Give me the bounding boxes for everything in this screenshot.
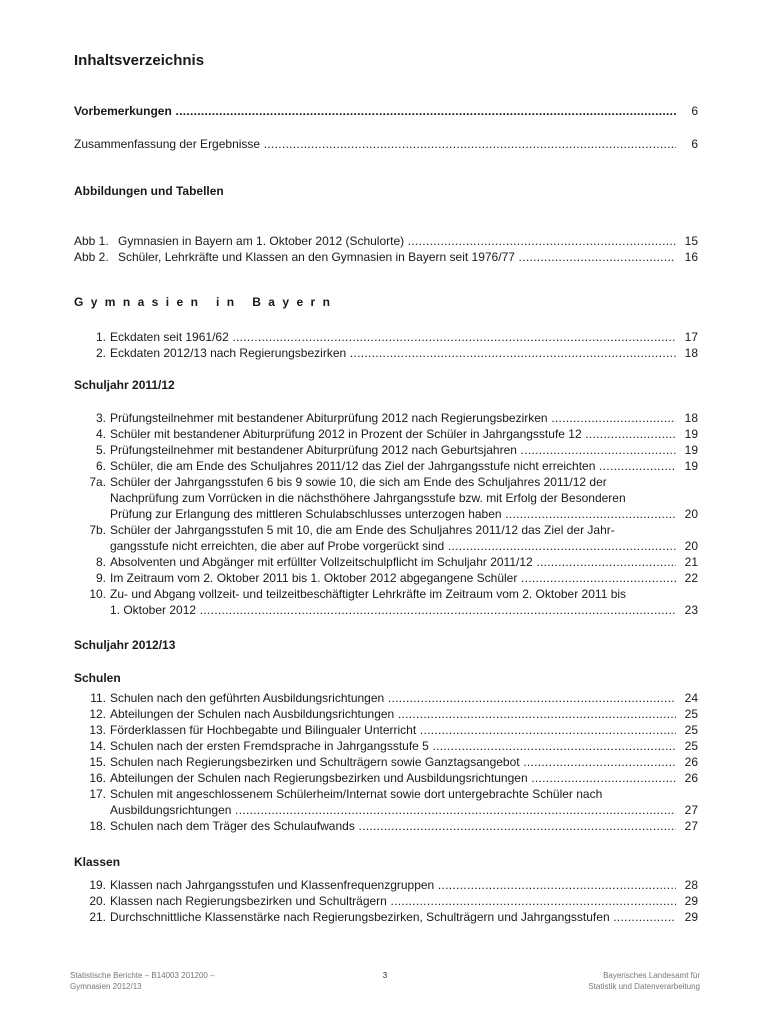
toc-entry-line [74,329,698,345]
toc-entry-line [74,474,698,490]
toc-entry-page: 29 [682,909,698,925]
toc-entry-page: 25 [682,706,698,722]
table-number: 1. [95,330,106,344]
toc-entry-label: Schüler der Jahrgangsstufen 6 bis 9 sowie 10, die sich am Ende des Schuljahres 2011/12 der [110,475,610,489]
toc-entry-label: Schulen mit angeschlossenem Schülerheim/Internat sowie dort untergebrachte Schüler nach [110,787,605,801]
toc-entry[interactable] [74,586,698,618]
toc-entry[interactable] [74,738,698,754]
toc-entry-label: Förderklassen für Hochbegabte und Bilingualer Unterricht ..... [110,723,676,737]
toc-entry[interactable] [74,522,698,554]
toc-entry-label: Prüfungsteilnehmer mit bestandener Abiturprüfung 2012 nach Geburtsjahren ..... [110,443,676,457]
page-number: 3 [382,971,388,980]
table-number: 11. [90,691,106,705]
toc-entry-label: Schüler, Lehrkräfte und Klassen an den Gymnasien in Bayern seit 1976/77 ..... [118,250,676,264]
toc-entry-line [74,738,698,754]
figure-number: Abb 2. [74,250,109,264]
table-number: 14. [89,739,106,753]
toc-entry-abb-1[interactable] [74,233,698,249]
toc-entry-page: 26 [682,770,698,786]
table-number: 21. [89,910,106,924]
toc-entry-page: 26 [682,754,698,770]
toc-entry[interactable] [74,786,698,818]
toc-entry-label: Prüfungsteilnehmer mit bestandener Abiturprüfung 2012 nach Regierungsbezirken ..... [110,411,676,425]
table-number: 18. [89,819,106,833]
toc-entry-label: Absolventen und Abgänger mit erfüllter Vollzeitschulpflicht im Schuljahr 2011/12 ..... [110,555,676,569]
toc-entry-page: 18 [682,410,698,426]
toc-entry-line [74,490,698,506]
toc-entry-page: 27 [682,802,698,818]
toc-entry-page: 6 [688,136,698,152]
toc-entry-label: Schulen nach den geführten Ausbildungsrichtungen ..... [110,691,676,705]
table-number: 19. [89,878,106,892]
toc-entry-line [74,754,698,770]
toc-entry[interactable] [74,690,698,706]
toc-entry[interactable] [74,410,698,426]
table-number: 9. [95,571,106,585]
toc-entry-line [74,818,698,834]
table-number: 5. [95,443,106,457]
toc-entry[interactable] [74,877,698,893]
toc-entry-label: Im Zeitraum vom 2. Oktober 2011 bis 1. Oktober 2012 abgegangene Schüler ..... [110,571,676,585]
toc-entry-line [74,410,698,426]
toc-entry-label: Zusammenfassung der Ergebnisse ..... [74,137,676,151]
toc-entry-line [74,522,698,538]
table-number: 7a. [89,475,106,489]
heading-schuljahr-2011: Schuljahr 2011/12 [74,378,175,392]
toc-entry-line [74,722,698,738]
toc-entry-page: 21 [682,554,698,570]
toc-entry-page: 6 [688,103,698,119]
toc-entry-line [74,458,698,474]
toc-entry-label: gangsstufe nicht erreichten, die aber auf Probe vorgerückt sind ..... [110,539,676,553]
toc-entry-page: 19 [682,426,698,442]
table-number: 20. [89,894,106,908]
toc-entry-label: Schüler der Jahrgangsstufen 5 mit 10, die am Ende des Schuljahres 2011/12 das Ziel der Jahr- [110,523,618,537]
toc-entry-label: Schüler mit bestandener Abiturprüfung 2012 in Prozent der Schüler in Jahrgangsstufe 12 ..... [110,427,676,441]
toc-entry-line [74,877,698,893]
toc-entry[interactable] [74,458,698,474]
toc-entry-line [74,909,698,925]
table-number: 15. [89,755,106,769]
toc-entry-label: Zu- und Abgang vollzeit- und teilzeitbeschäftigter Lehrkräfte im Zeitraum vom 2. Oktober 2011 bis [110,587,629,601]
table-number: 7b. [89,523,106,537]
toc-group-2011 [74,410,698,618]
footer-office-sub: Statistik und Datenverarbeitung [588,982,700,991]
toc-entry-line [74,893,698,909]
toc-entry-vorbemerkungen[interactable] [74,103,698,119]
toc-group-klassen [74,877,698,925]
toc-entry-label: Eckdaten 2012/13 nach Regierungsbezirken ..... [110,346,676,360]
toc-group-schulen [74,690,698,834]
toc-title: Inhaltsverzeichnis [74,52,205,69]
toc-entry-line [74,802,698,818]
toc-entry-page: 20 [682,538,698,554]
toc-entry[interactable] [74,909,698,925]
toc-entry-label: Prüfung zur Erlangung des mittleren Schulabschlusses unterzogen haben ..... [110,507,676,521]
toc-entry-label: Nachprüfung zum Vorrücken in die nächsthöhere Jahrgangsstufe bzw. mit Erfolg der Besonderen [110,491,629,505]
toc-group-eckdaten [74,329,698,361]
toc-entry-label: Vorbemerkungen ..... [74,104,676,118]
footer-right [588,970,700,992]
toc-entry-line [74,442,698,458]
toc-entry-label: Klassen nach Jahrgangsstufen und Klassenfrequenzgruppen ..... [110,878,676,892]
toc-entry-label: Schulen nach Regierungsbezirken und Schulträgern sowie Ganztagsangebot ..... [110,755,676,769]
toc-entry-line [74,786,698,802]
heading-klassen: Klassen [74,855,121,869]
heading-schuljahr-2012: Schuljahr 2012/13 [74,638,176,652]
toc-entry-page: 22 [682,570,698,586]
toc-entry-page: 25 [682,738,698,754]
toc-entry-line [74,506,698,522]
toc-entry-line [74,570,698,586]
toc-entry-line [74,602,698,618]
table-number: 17. [89,787,106,801]
toc-entry-label: Schulen nach der ersten Fremdsprache in Jahrgangsstufe 5 ..... [110,739,676,753]
toc-entry-page: 29 [682,893,698,909]
toc-entry-page: 19 [682,442,698,458]
table-number: 3. [95,411,106,425]
toc-entry-page: 27 [682,818,698,834]
toc-entry-zusammenfassung[interactable] [74,136,698,152]
figures-heading: Abbildungen und Tabellen [74,184,224,198]
heading-schulen: Schulen [74,671,121,685]
toc-entry-page: 18 [682,345,698,361]
table-number: 12. [89,707,106,721]
toc-entry-label: Abteilungen der Schulen nach Regierungsbezirken und Ausbildungsrichtungen ..... [110,771,676,785]
toc-entry[interactable] [74,442,698,458]
toc-entry[interactable] [74,329,698,345]
footer-series: Statistische Berichte – B14003 201200 – [70,971,215,980]
table-number: 6. [95,459,106,473]
toc-entry-page: 17 [682,329,698,345]
toc-entry-label: 1. Oktober 2012 ..... [110,603,676,617]
table-number: 13. [89,723,106,737]
toc-entry-line [74,706,698,722]
table-number: 16. [89,771,106,785]
toc-entry-line [74,586,698,602]
figure-number: Abb 1. [74,234,109,248]
toc-entry-label: Durchschnittliche Klassenstärke nach Regierungsbezirken, Schulträgern und Jahrgangsstufen ..... [110,910,676,924]
section-heading-gymnasien: Gymnasien in Bayern [74,295,338,309]
toc-entry-line [74,538,698,554]
table-number: 8. [95,555,106,569]
toc-entry-line [74,770,698,786]
toc-entry-page: 16 [682,249,698,265]
toc-entry-label: Ausbildungsrichtungen ..... [110,803,676,817]
toc-entry[interactable] [74,754,698,770]
toc-entry-label: Klassen nach Regierungsbezirken und Schulträgern ..... [110,894,676,908]
toc-entry-label: Schüler, die am Ende des Schuljahres 2011/12 das Ziel der Jahrgangsstufe nicht erreichten ..... [110,459,676,473]
toc-entry[interactable] [74,706,698,722]
toc-entry-line [74,554,698,570]
toc-entry[interactable] [74,474,698,522]
toc-entry[interactable] [74,345,698,361]
table-number: 4. [95,427,106,441]
toc-entry-page: 25 [682,722,698,738]
toc-entry-line [74,690,698,706]
toc-entry[interactable] [74,770,698,786]
toc-entry-page: 28 [682,877,698,893]
toc-entry-abb-2[interactable] [74,249,698,265]
toc-entry-label: Schulen nach dem Träger des Schulaufwands ..... [110,819,676,833]
toc-entry-label: Gymnasien in Bayern am 1. Oktober 2012 (Schulorte) ..... [118,234,676,248]
toc-entry-label: Abteilungen der Schulen nach Ausbildungsrichtungen ..... [110,707,676,721]
table-number: 2. [95,346,106,360]
toc-entry-page: 24 [682,690,698,706]
toc-entry-line [74,426,698,442]
toc-entry[interactable] [74,893,698,909]
toc-entry-page: 19 [682,458,698,474]
footer-subject: Gymnasien 2012/13 [70,982,142,991]
toc-entry-page: 23 [682,602,698,618]
toc-entry-page: 15 [682,233,698,249]
toc-entry-label: Eckdaten seit 1961/62 ..... [110,330,676,344]
toc-entry-page: 20 [682,506,698,522]
toc-entry[interactable] [74,818,698,834]
table-number: 10. [89,587,106,601]
toc-entry[interactable] [74,554,698,570]
footer-office: Bayerisches Landesamt für [603,971,700,980]
toc-entry[interactable] [74,722,698,738]
toc-entry-line [74,345,698,361]
footer-left [70,970,215,992]
toc-entry[interactable] [74,426,698,442]
toc-entry[interactable] [74,570,698,586]
